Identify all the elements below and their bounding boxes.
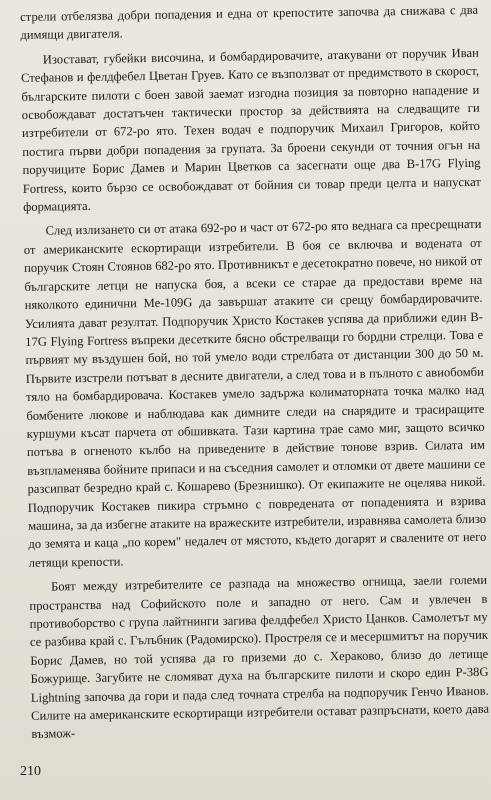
paragraph: След излизането си от атака 692-ро и част от 672-ро ято веднага са пресрещнати от американските ескортиращи изтребители. В боя се включва и водената от поручик Стоян Стоянов 682-ро ято. Противникът е десетократно повече, но никой от българските летци не напуска боя, а всеки се старае да предостави време на няколкото единични Me-109G да завършат атаките си срещу бомбардировачите. Усилията дават резултат. Подпоручик Христо Костакев успява да приближи един B-17G Flying Fortress въпреки десетките бясно обстрелващи го бордни стрелци. Това е първият му въздушен бой, но той умело води стрелбата от дистанции 300 до 50 м. Първите изстрели потъват в десните двигатели, а след това и в пълното с авиобомби тяло на бомбардировача. Костакев умело задържа колиматорната точка малко над бомбените люкове и наблюдава как димните следи на снарядите и трасиращите куршуми късат парчета от обшивката. Тази картина трае само миг, защото всичко потъва в огненото кълбо на приведените в действие тонове взрив. Силата им възпламенява бойните припаси и на съседния самолет и отломки от двете машини се разсипват безредно край с. Кошарево (Брезнишко). От екипажите не оцелява никой. Подпоручик Костакев пикира стръмно с повредената от попаденията и взрива машина, за да избегне атаките на вражеските изтребители, изравнява самолета близо до земята и каца „по корем" недалеч от мястото, където догарят и свалените от него летящи крепости.	[23, 217, 487, 570]
paragraph-continued: стрели отбелязва добри попадения и една от крепостите започва да снижава с два димящи двигателя.	[20, 2, 479, 43]
paragraph: Изостават, губейки височина, и бомбардировачите, атакувани от поручик Иван Стефанов и фелдфебел Цветан Груев. Като се възползват от предимството в скорост, българските пилоти с боен завой заемат изгодна позиция за повторно нападение и освобождават достатъчен тактически простор за действията на следващите ги изтребители от 672-ро ято. Техен водач е подпоручик Михаил Григоров, който постига първи добри попадения за групата. За броени секунди от точния огън на поручиците Борис Дамев и Марин Цветков са засегнати още два B-17G Flying Fortress, които бързо се освобождават от бойния си товар преди целта и напускат формацията.	[20, 45, 481, 215]
paragraph: Боят между изтребителите се разпада на множество огнища, заели големи пространства над Софийското поле и западно от него. Сам и увлечен в противоборство с група лайтнинги загива фелдфебел Христо Цанков. Самолетът му се разбива край с. Гълъбник (Радомирско). Простреля се и месершмитът на поручик Борис Дамев, но той успява да го приземи до с. Хераково, близо до летище Божурище. Загубите не сломяват духа на българските пилоти и скоро един P-38G Lightning започва да гори и пада след точната стрелба на подпоручик Генчо Иванов. Силите на американските ескортиращи изтребители остават разпръснати, което дава възмож-	[29, 572, 490, 742]
page-number: 210	[20, 764, 41, 779]
body-text	[20, 1, 490, 744]
